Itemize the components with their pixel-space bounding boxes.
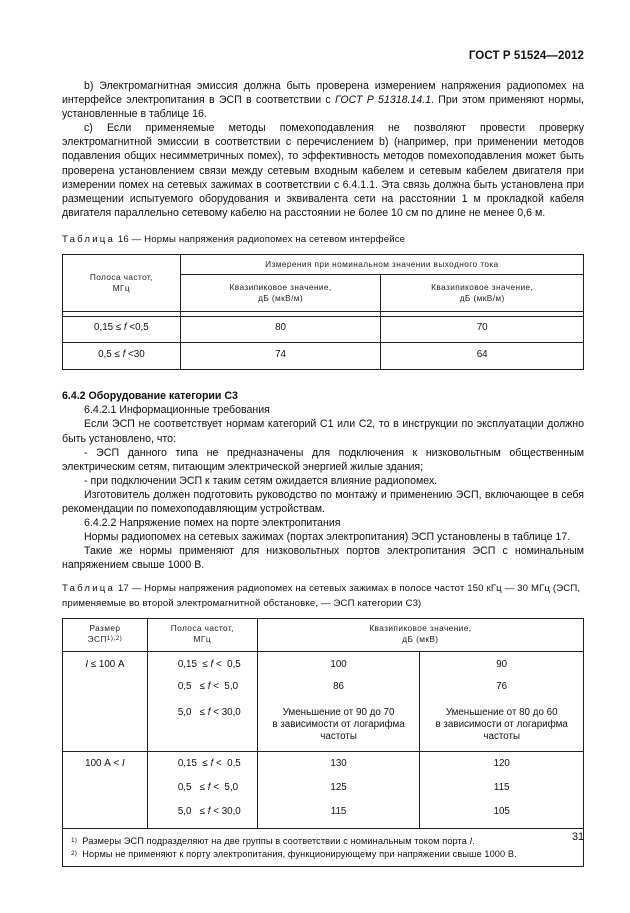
t16-band-cell: 0,15 ≤ f <0,5 — [63, 317, 181, 343]
table-row — [63, 343, 584, 370]
paragraph: Нормы радиопомех на сетевых зажимах (портах электропитания) ЭСП установлены в таблице 17. — [84, 531, 571, 544]
t17-header-size — [63, 618, 148, 651]
footnote: $^{1)}$ Размеры ЭСП подразделяют на две группы в соответствии с номинальным током порта I. — [71, 835, 475, 846]
subsection-heading: 6.4.2.1 Информационные требования — [84, 404, 270, 417]
paragraph: Такие же нормы применяют для низковольтных портов электропитания ЭСП с номинальным напряжением свыше 1000 В. — [62, 545, 584, 572]
footnote-ref: 1),2) — [106, 635, 123, 643]
t17-value-cell: 115 — [420, 776, 584, 800]
t17-header-size-text: Размер ЭСП — [87, 622, 121, 645]
t17-band-cell: 5,0 ≤ f < 30,0 — [147, 800, 257, 829]
table-row — [63, 651, 584, 675]
table-row — [63, 800, 584, 829]
page-number: 31 — [571, 831, 584, 843]
t17-value-cell: 76 — [420, 675, 584, 699]
table17-footnotes — [63, 828, 584, 866]
t16-header-group: Измерения при номинальном значении выходного тока — [180, 255, 583, 275]
t16-header-band-text: Полоса частот, МГц — [89, 271, 153, 294]
t17-value-cell: Уменьшение от 90 до 70 в зависимости от логарифма частоты — [257, 699, 420, 752]
t16-value-cell: 64 — [381, 343, 584, 370]
t17-value-cell: 90 — [420, 651, 584, 675]
list-item: - ЭСП данного типа не предназначены для подключения к низковольтным общественным электрическим сетям, питающим электрической энергией жилые здания; — [62, 446, 584, 473]
table17-caption: Таблица 17 — Нормы напряжения радиопомех на сетевых зажимах в полосе частот 150 кГц — 30 МГц (ЭСП, применяемые во второй электромагнитной обстановке, — ЭСП категории С3) — [62, 583, 581, 609]
t16-header-qp-1: Квазипиковое значение, дБ (мкВ/м) — [180, 274, 381, 311]
t16-header-band — [63, 255, 181, 312]
t17-value-cell: 130 — [257, 752, 420, 776]
t17-header-band: Полоса частот, МГц — [147, 618, 257, 651]
t17-band-cell: 0,5 ≤ f < 5,0 — [147, 776, 257, 800]
subsection-heading: 6.4.2.2 Напряжение помех на порте электропитания — [84, 517, 341, 530]
t17-band-cell: 0,15 ≤ f < 0,5 — [147, 651, 257, 675]
t16-header-qp-2: Квазипиковое значение, дБ (мкВ/м) — [381, 274, 584, 311]
standard-header: ГОСТ Р 51524—2012 — [468, 50, 584, 62]
paragraph: Изготовитель должен подготовить руководство по монтажу и применению ЭСП, включающее в себя рекомендации по помехоподавляющим устройствам. — [62, 488, 584, 515]
section-heading: 6.4.2 Оборудование категории С3 — [62, 390, 238, 403]
table16-caption: Таблица 16 — Нормы напряжения радиопомех на сетевом интерфейсе — [62, 233, 406, 245]
t17-value-cell: 120 — [420, 752, 584, 776]
t17-value-cell: 125 — [257, 776, 420, 800]
t17-band-cell: 0,5 ≤ f < 5,0 — [147, 675, 257, 699]
t16-value-cell: 74 — [180, 343, 381, 370]
table-17 — [62, 618, 584, 867]
t17-value-cell: Уменьшение от 80 до 60 в зависимости от логарифма частоты — [420, 699, 584, 752]
t17-value-cell: 105 — [420, 800, 584, 829]
t17-band-cell: 0,15 ≤ f < 0,5 — [147, 752, 257, 776]
table-row — [63, 776, 584, 800]
t16-value-cell: 80 — [180, 317, 381, 343]
table-row — [63, 675, 584, 699]
table-row — [63, 699, 584, 752]
t17-value-cell: 86 — [257, 675, 420, 699]
paragraph-b: b) Электромагнитная эмиссия должна быть проверена измерением напряжения радиопомех на интерфейсе электропитания в ЭСП в соответствии с ГОСТ Р 51318.14.1. При этом применяют нормы, установленные в таблице 16. — [62, 80, 584, 121]
table-row — [63, 752, 584, 776]
table-16 — [62, 254, 584, 370]
t17-size-cell: 100 А < I — [63, 752, 148, 776]
t16-value-cell: 70 — [381, 317, 584, 343]
table-row — [63, 317, 584, 343]
t17-header-qp: Квазипиковое значение, дБ (мкВ) — [257, 618, 583, 651]
footnote: $^{2)}$ Нормы не применяют к порту электропитания, функционирующему при напряжении свыше 1000 В. — [71, 848, 517, 859]
t17-band-cell: 5,0 ≤ f < 30,0 — [147, 699, 257, 752]
standard-reference: ГОСТ Р 51318.14.1 — [335, 94, 432, 107]
t17-value-cell: 100 — [257, 651, 420, 675]
t16-band-cell: 0,5 ≤ f <30 — [63, 343, 181, 370]
paragraph: Если ЭСП не соответствует нормам категорий С1 или С2, то в инструкции по эксплуатации должно быть установлено, что: — [62, 418, 584, 445]
paragraph-c: c) Если применяемые методы помехоподавления не позволяют провести проверку электромагнитной эмиссии в соответствии с перечислением b) (например, при применении методов подавления общих несимметричных помех), то эффективность методов помехоподавления может быть проверена установлением связи между сетевым входным кабелем и сетевым кабелем двигателя при измерении помех на сетевых зажимах в соответствии с 6.4.1.1. Эта связь должна быть установлена при размещении испытуемого оборудования и эквивалента сети на расстоянии 1 м прокладкой кабеля двигателя параллельно сетевому кабелю на расстоянии не более 10 см по длине не менее 0,6 м. — [62, 122, 584, 219]
t17-size-cell: I ≤ 100 А — [63, 651, 148, 675]
t17-value-cell: 115 — [257, 800, 420, 829]
list-item: - при подключении ЭСП к таким сетям ожидается влияние радиопомех. — [84, 474, 438, 487]
page-content — [62, 79, 584, 867]
